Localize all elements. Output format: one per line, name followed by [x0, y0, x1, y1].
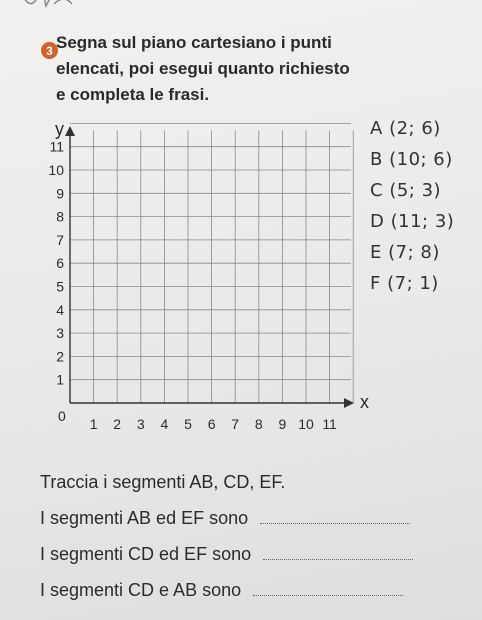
x-tick-label: 5 [184, 416, 192, 432]
y-axis-label: y [55, 119, 64, 139]
grid-lines [70, 123, 353, 403]
point-item: A (2; 6) [370, 118, 441, 139]
question-2 [40, 544, 413, 565]
y-tick-label: 3 [56, 325, 64, 342]
x-tick-labels [90, 416, 337, 432]
y-tick-label: 8 [56, 208, 64, 225]
y-tick-labels [48, 139, 64, 388]
x-axis-arrow [344, 398, 354, 408]
x-axis-label: x [360, 392, 369, 412]
x-tick-label: 2 [113, 416, 122, 432]
y-tick-label: 4 [56, 301, 64, 318]
y-tick-label: 2 [56, 348, 64, 365]
x-tick-label: 3 [136, 416, 145, 432]
x-tick-label: 4 [160, 416, 169, 432]
instruction-line: e completa le frasi. [56, 85, 210, 104]
instruction-line: Segna sul piano cartesiano i punti [56, 33, 332, 52]
instruction-line: elencati, poi esegui quanto richiesto [56, 59, 350, 78]
answer-blank[interactable] [260, 522, 410, 524]
task-text: Traccia i segmenti AB, CD, EF. [40, 472, 286, 492]
y-tick-label: 5 [56, 278, 64, 295]
x-tick-label: 1 [89, 416, 98, 432]
exercise-number-badge: 3 [41, 42, 58, 59]
point-item: F (7; 1) [370, 273, 439, 294]
point-item: E (7; 8) [370, 242, 440, 263]
x-tick-label: 11 [322, 416, 337, 432]
question-text: I segmenti AB ed EF sono [40, 508, 249, 528]
question-text: I segmenti CD ed EF sono [40, 544, 252, 564]
point-item: C (5; 3) [370, 180, 442, 201]
y-tick-label: 11 [49, 138, 64, 155]
y-tick-label: 9 [56, 185, 64, 202]
answer-blank[interactable] [253, 594, 403, 596]
question-1 [40, 508, 410, 529]
y-tick-label: 1 [56, 371, 64, 388]
y-tick-label: 10 [48, 162, 64, 178]
y-tick-label: 6 [56, 255, 64, 272]
y-tick-label: 7 [56, 231, 64, 248]
question-text: I segmenti CD e AB sono [40, 580, 242, 600]
point-item: D (11; 3) [370, 211, 455, 232]
x-tick-label: 8 [254, 416, 263, 432]
origin-label: 0 [58, 408, 66, 424]
points-list [370, 118, 454, 304]
question-3 [40, 580, 403, 601]
x-tick-label: 10 [298, 416, 314, 432]
answer-blank[interactable] [263, 558, 413, 560]
x-tick-label: 7 [231, 416, 240, 432]
x-tick-label: 6 [207, 416, 216, 432]
y-axis-arrow [65, 126, 75, 136]
point-item: B (10; 6) [370, 149, 453, 170]
x-tick-label: 9 [278, 416, 287, 432]
